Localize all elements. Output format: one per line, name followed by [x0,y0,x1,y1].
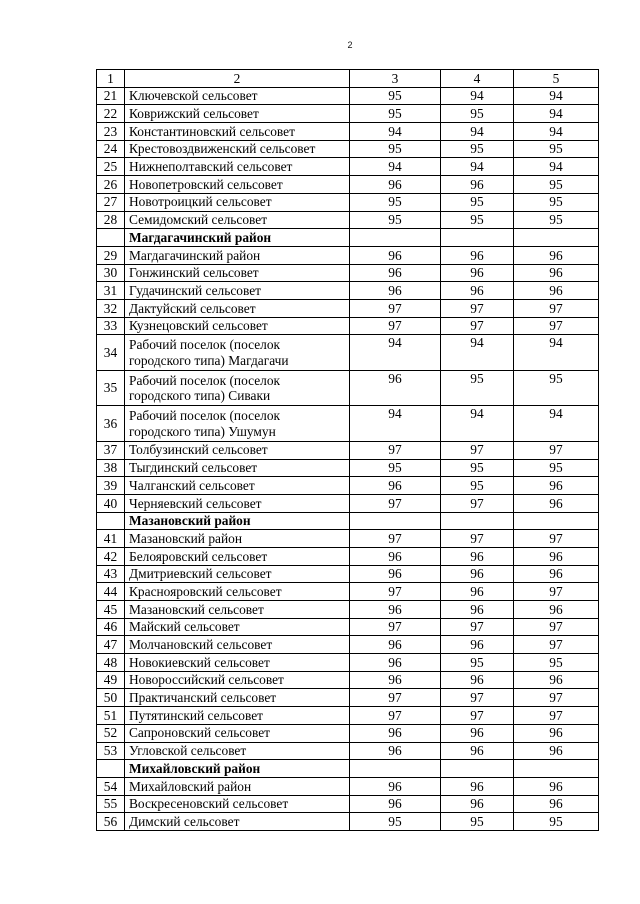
row-number-cell: 55 [97,795,125,813]
table-row [97,654,599,672]
value-cell-col3 [350,512,441,530]
table-row [97,264,599,282]
settlement-name-cell: Михайловский район [125,777,350,795]
row-number-cell: 52 [97,724,125,742]
row-number-cell: 22 [97,105,125,123]
value-cell-col5: 96 [514,795,599,813]
settlement-name-cell: Новокиевский сельсовет [125,654,350,672]
settlement-name-cell: Гудачинский сельсовет [125,282,350,300]
value-cell-col4: 97 [441,707,514,725]
value-cell-col4: 96 [441,742,514,760]
value-cell-col4: 95 [441,813,514,831]
settlement-name-cell: Толбузинский сельсовет [125,441,350,459]
value-cell-col5: 95 [514,176,599,194]
value-cell-col5: 96 [514,601,599,619]
row-number-cell: 39 [97,477,125,495]
value-cell-col4: 94 [441,406,514,442]
settlement-name-cell: Рабочий поселок (поселок городского типа) Сиваки [125,370,350,406]
table-row [97,618,599,636]
settlement-name-cell: Путятинский сельсовет [125,707,350,725]
value-cell-col4 [441,229,514,247]
value-cell-col4: 96 [441,671,514,689]
value-cell-col3: 95 [350,459,441,477]
value-cell-col5: 96 [514,742,599,760]
row-number-cell: 49 [97,671,125,689]
settlement-name-cell: Кузнецовский сельсовет [125,317,350,335]
value-cell-col5: 95 [514,193,599,211]
row-number-cell: 42 [97,547,125,565]
value-cell-col5: 95 [514,459,599,477]
row-number-cell: 46 [97,618,125,636]
value-cell-col4: 96 [441,601,514,619]
value-cell-col3: 96 [350,671,441,689]
value-cell-col3: 95 [350,105,441,123]
district-heading: Мазановский район [125,512,350,530]
table-row [97,211,599,229]
value-cell-col4: 97 [441,530,514,548]
value-cell-col4: 97 [441,299,514,317]
row-number-cell: 26 [97,176,125,194]
row-number-cell [97,229,125,247]
value-cell-col3: 96 [350,282,441,300]
table-row [97,547,599,565]
row-number-cell: 32 [97,299,125,317]
row-number-cell: 37 [97,441,125,459]
value-cell-col5: 97 [514,618,599,636]
table-row [97,477,599,495]
value-cell-col5: 97 [514,707,599,725]
row-number-cell: 25 [97,158,125,176]
value-cell-col4: 95 [441,370,514,406]
table-row [97,335,599,371]
value-cell-col5: 97 [514,441,599,459]
table-row [97,406,599,442]
table-row [97,494,599,512]
row-number-cell: 27 [97,193,125,211]
value-cell-col5: 97 [514,317,599,335]
value-cell-col4: 97 [441,317,514,335]
row-number-cell: 36 [97,406,125,442]
settlement-name-cell: Мазановский район [125,530,350,548]
row-number-cell: 23 [97,123,125,141]
value-cell-col3: 97 [350,618,441,636]
column-header-5: 5 [514,70,599,88]
table-row [97,299,599,317]
value-cell-col4: 96 [441,795,514,813]
table-row [97,724,599,742]
value-cell-col4: 97 [441,494,514,512]
settlement-name-cell: Новороссийский сельсовет [125,671,350,689]
table-row [97,671,599,689]
settlement-name-cell: Дмитриевский сельсовет [125,565,350,583]
value-cell-col3: 97 [350,583,441,601]
settlement-name-cell: Воскресеновский сельсовет [125,795,350,813]
value-cell-col4: 96 [441,246,514,264]
settlement-name-cell: Краснояровский сельсовет [125,583,350,601]
table-row [97,317,599,335]
row-number-cell: 21 [97,87,125,105]
settlement-name-cell: Рабочий поселок (поселок городского типа) Магдагачи [125,335,350,371]
value-cell-col3: 94 [350,335,441,371]
row-number-cell: 50 [97,689,125,707]
value-cell-col4: 96 [441,282,514,300]
table-row [97,636,599,654]
row-number-cell: 34 [97,335,125,371]
row-number-cell: 48 [97,654,125,672]
value-cell-col4: 96 [441,264,514,282]
row-number-cell: 41 [97,530,125,548]
settlement-name-cell: Рабочий поселок (поселок городского типа) Ушумун [125,406,350,442]
settlement-name-cell: Молчановский сельсовет [125,636,350,654]
value-cell-col5: 97 [514,636,599,654]
value-cell-col3: 96 [350,636,441,654]
settlement-name-cell: Тыгдинский сельсовет [125,459,350,477]
settlement-name-cell: Сапроновский сельсовет [125,724,350,742]
value-cell-col5: 94 [514,406,599,442]
value-cell-col3: 95 [350,813,441,831]
value-cell-col5: 94 [514,158,599,176]
row-number-cell: 43 [97,565,125,583]
district-section-row [97,229,599,247]
value-cell-col5 [514,512,599,530]
value-cell-col3: 97 [350,441,441,459]
table-row [97,370,599,406]
row-number-cell [97,512,125,530]
value-cell-col5: 94 [514,87,599,105]
column-header-2: 2 [125,70,350,88]
column-header-3: 3 [350,70,441,88]
settlement-name-cell: Дактуйский сельсовет [125,299,350,317]
table-row [97,158,599,176]
table-row [97,105,599,123]
settlement-name-cell: Магдагачинский район [125,246,350,264]
settlement-name-cell: Семидомский сельсовет [125,211,350,229]
value-cell-col5: 96 [514,282,599,300]
row-number-cell: 31 [97,282,125,300]
value-cell-col3: 95 [350,211,441,229]
table-row [97,565,599,583]
value-cell-col4: 95 [441,459,514,477]
row-number-cell: 28 [97,211,125,229]
table-row [97,246,599,264]
row-number-cell: 47 [97,636,125,654]
row-number-cell: 44 [97,583,125,601]
value-cell-col3 [350,760,441,778]
value-cell-col3: 96 [350,654,441,672]
value-cell-col3: 96 [350,565,441,583]
settlement-name-cell: Белояровский сельсовет [125,547,350,565]
value-cell-col4: 97 [441,441,514,459]
value-cell-col3: 94 [350,123,441,141]
value-cell-col3: 97 [350,707,441,725]
value-cell-col3: 95 [350,87,441,105]
value-cell-col5 [514,229,599,247]
value-cell-col5: 96 [514,565,599,583]
table-row [97,583,599,601]
value-cell-col5: 97 [514,299,599,317]
value-cell-col3: 97 [350,299,441,317]
value-cell-col3: 96 [350,246,441,264]
table-row [97,441,599,459]
table-row [97,140,599,158]
value-cell-col5: 96 [514,246,599,264]
row-number-cell: 53 [97,742,125,760]
settlement-name-cell: Ключевской сельсовет [125,87,350,105]
row-number-cell: 35 [97,370,125,406]
value-cell-col4: 94 [441,87,514,105]
value-cell-col5: 97 [514,583,599,601]
settlement-name-cell: Черняевский сельсовет [125,494,350,512]
table-row [97,795,599,813]
table-row [97,176,599,194]
settlement-name-cell: Угловской сельсовет [125,742,350,760]
value-cell-col4: 94 [441,335,514,371]
value-cell-col5: 94 [514,335,599,371]
value-cell-col3: 96 [350,264,441,282]
table-body [97,70,599,831]
value-cell-col4: 96 [441,724,514,742]
value-cell-col5 [514,760,599,778]
value-cell-col4: 94 [441,158,514,176]
settlement-name-cell: Новотроицкий сельсовет [125,193,350,211]
page-number: 2 [347,40,353,50]
value-cell-col5: 94 [514,123,599,141]
row-number-cell: 56 [97,813,125,831]
district-section-row [97,512,599,530]
row-number-cell: 33 [97,317,125,335]
row-number-cell: 51 [97,707,125,725]
settlement-name-cell: Практичанский сельсовет [125,689,350,707]
row-number-cell: 54 [97,777,125,795]
value-cell-col3: 94 [350,158,441,176]
row-number-cell: 38 [97,459,125,477]
value-cell-col5: 95 [514,654,599,672]
value-cell-col4: 94 [441,123,514,141]
value-cell-col3: 97 [350,494,441,512]
value-cell-col3: 96 [350,547,441,565]
settlement-name-cell: Новопетровский сельсовет [125,176,350,194]
table-row [97,87,599,105]
table-row [97,777,599,795]
value-cell-col5: 95 [514,211,599,229]
table-row [97,282,599,300]
value-cell-col4: 97 [441,689,514,707]
value-cell-col4: 96 [441,547,514,565]
value-cell-col5: 96 [514,547,599,565]
value-cell-col3: 95 [350,140,441,158]
value-cell-col5: 96 [514,477,599,495]
value-cell-col3: 96 [350,777,441,795]
row-number-cell: 29 [97,246,125,264]
value-cell-col3: 94 [350,406,441,442]
value-cell-col5: 97 [514,689,599,707]
table-row [97,601,599,619]
value-cell-col4: 95 [441,654,514,672]
table-row [97,742,599,760]
value-cell-col5: 96 [514,494,599,512]
value-cell-col3: 95 [350,193,441,211]
value-cell-col3: 97 [350,317,441,335]
value-cell-col4: 95 [441,193,514,211]
value-cell-col3: 96 [350,477,441,495]
value-cell-col4: 97 [441,618,514,636]
district-heading: Михайловский район [125,760,350,778]
column-header-1: 1 [97,70,125,88]
table-row [97,530,599,548]
table-header-row [97,70,599,88]
value-cell-col3: 96 [350,601,441,619]
settlement-name-cell: Майский сельсовет [125,618,350,636]
row-number-cell: 24 [97,140,125,158]
value-cell-col3: 96 [350,176,441,194]
settlement-name-cell: Крестовоздвиженский сельсовет [125,140,350,158]
table-row [97,459,599,477]
value-cell-col4: 96 [441,636,514,654]
value-cell-col5: 95 [514,370,599,406]
value-cell-col3: 96 [350,370,441,406]
row-number-cell [97,760,125,778]
row-number-cell: 45 [97,601,125,619]
value-cell-col4: 96 [441,777,514,795]
value-cell-col3: 97 [350,530,441,548]
table-row [97,123,599,141]
table-row [97,193,599,211]
value-cell-col4: 96 [441,176,514,194]
settlement-name-cell: Нижнеполтавский сельсовет [125,158,350,176]
value-cell-col4 [441,760,514,778]
value-cell-col4: 95 [441,477,514,495]
value-cell-col3: 96 [350,742,441,760]
row-number-cell: 30 [97,264,125,282]
value-cell-col5: 96 [514,264,599,282]
settlement-name-cell: Чалганский сельсовет [125,477,350,495]
value-cell-col5: 95 [514,140,599,158]
value-cell-col4 [441,512,514,530]
value-cell-col5: 94 [514,105,599,123]
value-cell-col5: 96 [514,671,599,689]
settlement-name-cell: Гонжинский сельсовет [125,264,350,282]
value-cell-col5: 97 [514,530,599,548]
column-header-4: 4 [441,70,514,88]
settlement-name-cell: Константиновский сельсовет [125,123,350,141]
value-cell-col4: 95 [441,105,514,123]
table-row [97,813,599,831]
value-cell-col4: 96 [441,565,514,583]
value-cell-col4: 95 [441,140,514,158]
value-cell-col4: 96 [441,583,514,601]
table-row [97,689,599,707]
value-cell-col4: 95 [441,211,514,229]
value-cell-col5: 95 [514,813,599,831]
district-section-row [97,760,599,778]
value-cell-col3 [350,229,441,247]
value-cell-col5: 96 [514,724,599,742]
table-row [97,707,599,725]
value-cell-col3: 96 [350,795,441,813]
district-heading: Магдагачинский район [125,229,350,247]
settlement-name-cell: Коврижский сельсовет [125,105,350,123]
settlement-name-cell: Димский сельсовет [125,813,350,831]
value-cell-col3: 97 [350,689,441,707]
value-cell-col5: 96 [514,777,599,795]
row-number-cell: 40 [97,494,125,512]
settlement-table [96,69,599,831]
settlement-name-cell: Мазановский сельсовет [125,601,350,619]
value-cell-col3: 96 [350,724,441,742]
